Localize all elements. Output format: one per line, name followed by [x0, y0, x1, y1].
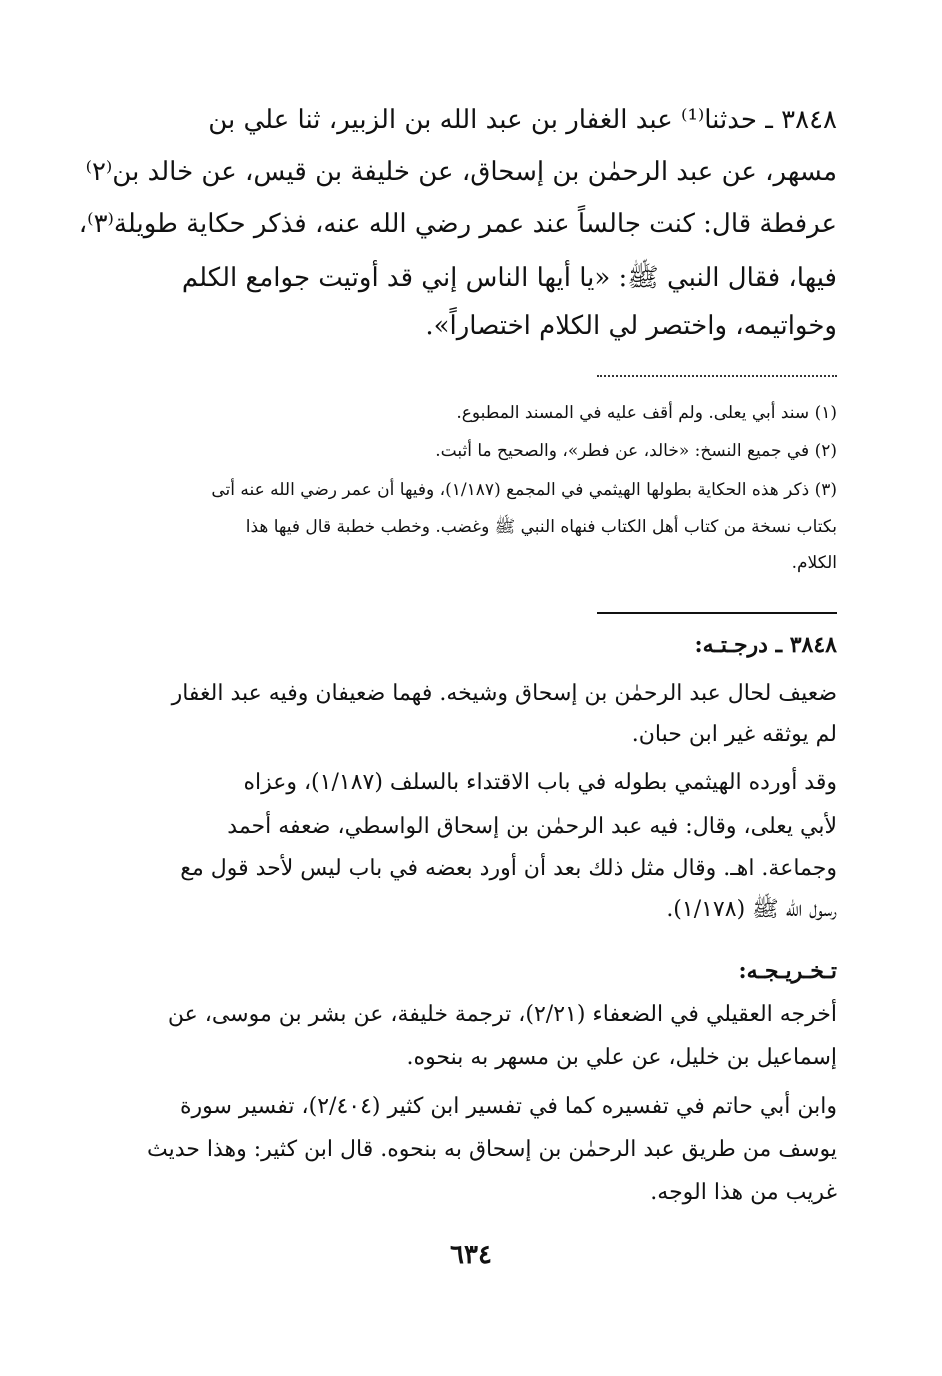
grading-line: وجماعة. اهـ. وقال مثل ذلك بعد أن أورد بعضه في باب ليس لأحد قول مع	[180, 856, 837, 881]
page-number: ٦٣٤	[450, 1240, 492, 1270]
section-rule	[597, 612, 837, 614]
footnote-line: (٢) في جميع النسخ: «خالد، عن فطر»، والصحيح ما أثبت.	[435, 441, 837, 461]
grading-line: لأبي يعلى، وقال: فيه عبد الرحمٰن بن إسحاق الواسطي، ضعفه أحمد	[227, 814, 837, 839]
grading-line: ضعيف لحال عبد الرحمٰن بن إسحاق وشيخه. فهما ضعيفان وفيه عبد الغفار	[171, 681, 837, 706]
footnote-line: (٣) ذكر هذه الحكاية بطولها الهيثمي في المجمع (١/١٨٧)، وفيها أن عمر رضي الله عنه أتى	[211, 480, 837, 500]
footnote-separator	[597, 375, 837, 377]
takhrij-line: أخرجه العقيلي في الضعفاء (٢/٢١)، ترجمة خليفة، عن بشر بن موسى، عن	[167, 1002, 837, 1027]
hadith-line: ٣٨٤٨ ـ حدثنا⁽¹⁾ عبد الغفار بن عبد الله بن الزبير، ثنا علي بن	[208, 105, 837, 135]
takhrij-line: يوسف من طريق عبد الرحمٰن بن إسحاق به بنحوه. قال ابن كثير: وهذا حديث	[147, 1137, 837, 1162]
hadith-line: فيها، فقال النبي ﷺ: «يا أيها الناس إني قد أوتيت جوامع الكلم	[181, 263, 837, 293]
footnote-line: (١) سند أبي يعلى. ولم أقف عليه في المسند المطبوع.	[456, 403, 837, 423]
hadith-line: عرفطة قال: كنت جالساً عند عمر رضي الله عنه، فذكر حكاية طويلة⁽٣⁾،	[78, 209, 837, 239]
takhrij-line: وابن أبي حاتم في تفسيره كما في تفسير ابن كثير (٢/٤٠٤)، تفسير سورة	[179, 1094, 837, 1119]
grading-line: وقد أورده الهيثمي بطوله في باب الاقتداء بالسلف (١/١٨٧)، وعزاه	[243, 770, 837, 795]
grading-heading: ٣٨٤٨ ـ درجـتـه:	[694, 632, 837, 658]
footnote-line: الكلام.	[791, 553, 837, 573]
footnote-line: بكتاب نسخة من كتاب أهل الكتاب فنهاه النبي ﷺ وغضب. وخطب خطبة قال فيها هذا	[245, 517, 837, 537]
takhrij-line: غريب من هذا الوجه.	[650, 1180, 837, 1205]
hadith-line: مسهر، عن عبد الرحمٰن بن إسحاق، عن خليفة بن قيس، عن خالد بن⁽٢⁾	[85, 157, 837, 187]
hadith-line: وخواتيمه، واختصر لي الكلام اختصاراً».	[425, 311, 837, 341]
takhrij-line: إسماعيل بن خليل، عن علي بن مسهر به بنحوه.	[406, 1045, 837, 1070]
grading-line: لم يوثقه غير ابن حبان.	[631, 722, 837, 747]
takhrij-heading: تـخـريـجـه:	[738, 958, 837, 984]
grading-line: رسول الله ﷺ (١/١٧٨).	[666, 897, 837, 922]
